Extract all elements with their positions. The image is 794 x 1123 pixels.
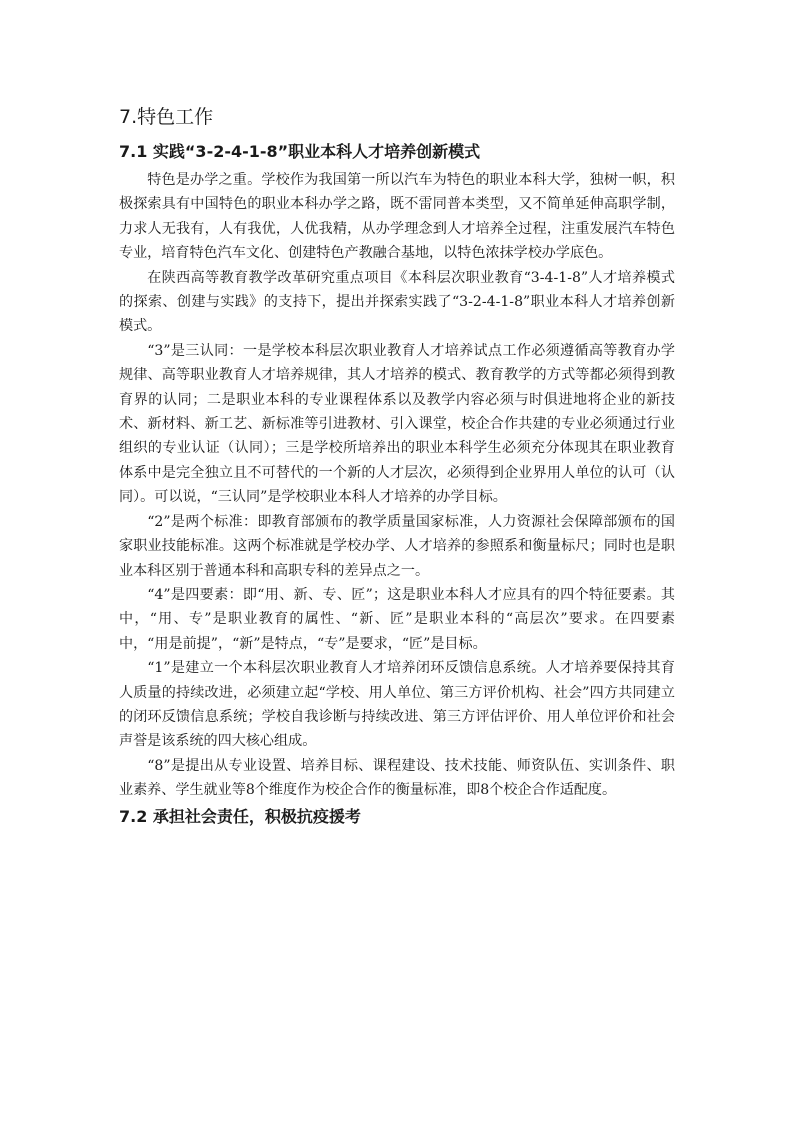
- section-heading: 7.特色工作: [119, 106, 214, 128]
- subsection-heading-7-2: 7.2 承担社会责任，积极抗疫援考: [119, 806, 361, 826]
- paragraph-two-standards: “2”是两个标准：即教育部颁布的教学质量国家标准，人力资源社会保障部颁布的国家职业技能标准。这两个标准就是学校办学、人才培养的参照系和衡量标尺；同时也是职业本科区别于普通本科和高职专科的差异点之一。: [119, 513, 675, 579]
- paragraph-one-feedback-system: “1”是建立一个本科层次职业教育人才培养闭环反馈信息系统。人才培养要保持其育人质量的持续改进，必须建立起“学校、用人单位、第三方评价机构、社会”四方共同建立的闭环反馈信息系统；学校自我诊断与持续改进、第三方评估评价、用人单位评价和社会声誉是该系统的四大核心组成。: [119, 660, 675, 750]
- paragraph-three-recognitions: “3”是三认同：一是学校本科层次职业教育人才培养试点工作必须遵循高等教育办学规律、高等职业教育人才培养规律，其人才培养的模式、教育教学的方式等都必须得到教育界的认同；二是职业本科的专业课程体系以及教学内容必须与时俱进地将企业的新技术、新材料、新工艺、新标准等引进教材、引入课堂，校企合作共建的专业必须通过行业组织的专业认证（认同）；三是学校所培养出的职业本科学生必须充分体现其在职业教育体系中是完全独立且不可替代的一个新的人才层次，必须得到企业界用人单位的认可（认同）。可以说，“三认同”是学校职业本科人才培养的办学目标。: [119, 342, 675, 506]
- paragraph-eight-dimensions: “8”是提出从专业设置、培养目标、课程建设、技术技能、师资队伍、实训条件、职业素养、学生就业等8个维度作为校企合作的衡量标准，即8个校企合作适配度。: [119, 757, 675, 799]
- subsection-heading-7-1: 7.1 实践“3-2-4-1-8”职业本科人才培养创新模式: [119, 142, 481, 161]
- paragraph-project-support: 在陕西高等教育教学改革研究重点项目《本科层次职业教育“3-4-1-8”人才培养模式的探索、创建与实践》的支持下，提出并探索实践了“3-2-4-1-8”职业本科人才培养创新模式。: [119, 269, 675, 335]
- document-page: [119, 100, 675, 833]
- paragraph-four-elements: “4”是四要素：即“用、新、专、匠”；这是职业本科人才应具有的四个特征要素。其中，“用、专”是职业教育的属性、“新、匠”是职业本科的“高层次”要求。在四要素中，“用是前提”，“新”是特点，“专”是要求，“匠”是目标。: [119, 586, 675, 652]
- paragraph-features: 特色是办学之重。学校作为我国第一所以汽车为特色的职业本科大学，独树一帜，积极探索具有中国特色的职业本科办学之路，既不雷同普本类型，又不简单延伸高职学制，力求人无我有，人有我优，人优我精，从办学理念到人才培养全过程，注重发展汽车特色专业，培育特色汽车文化、创建特色产教融合基地，以特色浓抹学校办学底色。: [119, 172, 675, 262]
